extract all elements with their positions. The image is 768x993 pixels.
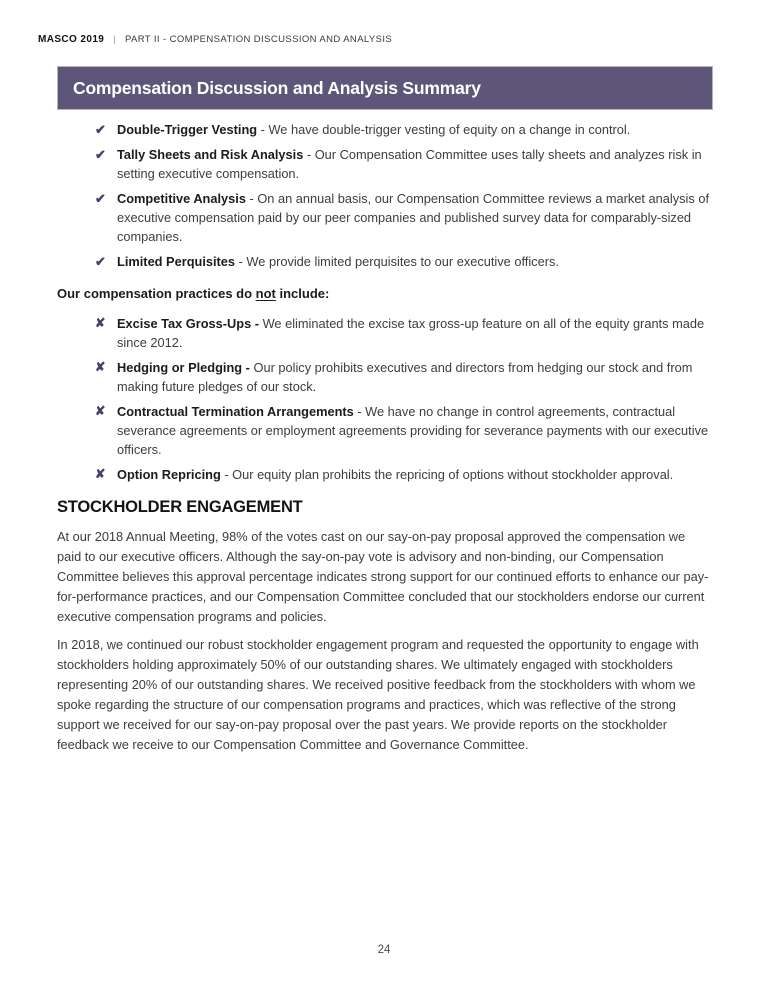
practices-heading bbox=[57, 286, 712, 301]
x-item bbox=[57, 402, 712, 459]
item-text: We eliminated the excise tax gross-up feature on all of the equity grants made since 2012. bbox=[117, 316, 705, 350]
x-mark-icon: ✘ bbox=[95, 360, 106, 374]
item-label: Competitive Analysis bbox=[117, 191, 246, 206]
running-header bbox=[38, 34, 392, 45]
item-text: - We have double-trigger vesting of equity on a change in control. bbox=[260, 122, 631, 137]
summary-banner bbox=[57, 66, 713, 110]
item-label: Double-Trigger Vesting bbox=[117, 122, 258, 137]
item-label: Contractual Termination Arrangements bbox=[117, 404, 354, 419]
banner-title: Compensation Discussion and Analysis Summary bbox=[73, 77, 481, 98]
header-separator: | bbox=[113, 34, 116, 45]
x-list bbox=[57, 314, 712, 484]
x-mark-icon: ✘ bbox=[95, 404, 106, 418]
stockholder-engagement-heading: STOCKHOLDER ENGAGEMENT bbox=[57, 498, 303, 516]
check-item bbox=[57, 145, 712, 183]
item-label: Limited Perquisites bbox=[117, 254, 236, 269]
x-mark-icon: ✘ bbox=[95, 467, 106, 481]
item-text: - We provide limited perquisites to our executive officers. bbox=[238, 254, 559, 269]
checkmark-icon: ✔ bbox=[95, 147, 106, 162]
x-item bbox=[57, 358, 712, 396]
page-number: 24 bbox=[377, 944, 391, 956]
item-text: - On an annual basis, our Compensation Committee reviews a market analysis of executive compensation paid by our peer companies and published survey data for comparably-sized companies. bbox=[117, 191, 710, 244]
brand-label: MASCO 2019 bbox=[38, 34, 105, 45]
checkmark-icon: ✔ bbox=[95, 191, 106, 206]
item-text: - Our Compensation Committee uses tally sheets and analyzes risk in setting executive compensation. bbox=[117, 147, 702, 181]
x-item bbox=[57, 465, 712, 484]
item-label: Hedging or Pledging - bbox=[117, 360, 250, 375]
item-text: Our policy prohibits executives and directors from hedging our stock and from making future pledges of our stock. bbox=[117, 360, 693, 394]
checkmark-icon: ✔ bbox=[95, 122, 106, 137]
x-mark-icon: ✘ bbox=[95, 316, 106, 330]
x-item bbox=[57, 314, 712, 352]
page-content bbox=[57, 120, 712, 763]
item-label: Excise Tax Gross-Ups - bbox=[117, 316, 260, 331]
check-list bbox=[57, 120, 712, 271]
item-label: Option Repricing bbox=[117, 467, 221, 482]
engagement-paragraph-1: At our 2018 Annual Meeting, 98% of the votes cast on our say-on-pay proposal approved the compensation we paid to our executive officers. Although the say-on-pay vote is advisory and non-binding, our Compensation Committee believes this approval percentage indicates strong support for our continued efforts to enhance our pay-for-performance practices, and our Compensation Committee concluded that our stockholders endorse our current executive compensation programs and policies. bbox=[57, 529, 709, 624]
practices-heading-underlined: not bbox=[255, 286, 276, 301]
check-item bbox=[57, 189, 712, 246]
engagement-paragraph-2: In 2018, we continued our robust stockholder engagement program and requested the opportunity to engage with stockholders holding approximately 50% of our outstanding shares. We ultimately engaged with stockholders representing 20% of our outstanding shares. We received positive feedback from the stockholders with whom we spoke regarding the structure of our compensation programs and practices, which was reflective of the strong support we received for our say-on-pay proposal over the past years. We provide reports on the stockholder feedback we receive to our Compensation Committee and Governance Committee. bbox=[57, 637, 699, 752]
checkmark-icon: ✔ bbox=[95, 254, 106, 269]
practices-heading-suffix: include: bbox=[275, 286, 330, 301]
check-item bbox=[57, 120, 712, 139]
practices-heading-prefix: Our compensation practices do bbox=[57, 286, 256, 301]
item-text: - Our equity plan prohibits the repricing of options without stockholder approval. bbox=[224, 467, 674, 482]
item-label: Tally Sheets and Risk Analysis bbox=[117, 147, 304, 162]
check-item bbox=[57, 252, 712, 271]
item-text: - We have no change in control agreements, contractual severance agreements or employment agreements providing for severance payments with our executive officers. bbox=[117, 404, 709, 457]
header-section-label: PART II - COMPENSATION DISCUSSION AND ANALYSIS bbox=[124, 34, 393, 45]
